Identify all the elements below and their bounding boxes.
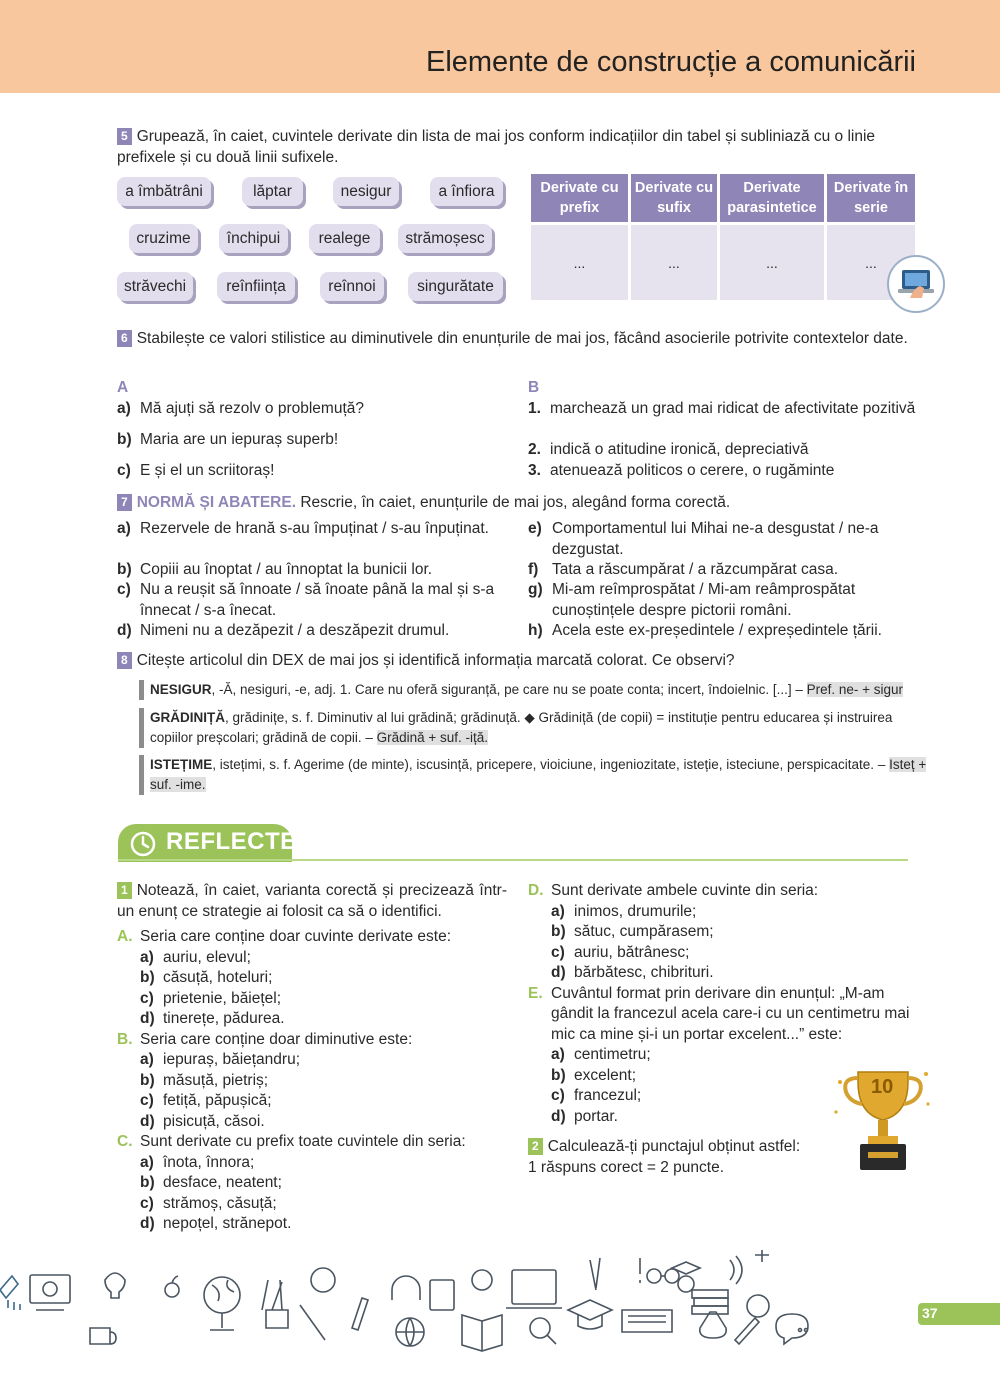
exercise-number: 6	[117, 330, 132, 347]
dex-entry: ISTEȚIME, istețimi, s. f. Agerime (de minte), iscusință, pricepere, vioiciune, ingeniozitate, isteție, isteciune, perspicacitate. – Isteț + suf. -ime.	[139, 755, 928, 795]
exercise-text: Stabilește ce valori stilistice au diminutivele din enunțurile de mai jos, făcând asocierile potrivite contextelor date.	[136, 330, 908, 347]
word-chip: a îmbătrâni	[117, 177, 211, 206]
exercise-7-instruction: 7 NORMĂ ȘI ABATERE. Rescrie, în caiet, enunțurile de mai jos, alegând forma corectă.	[117, 493, 917, 514]
table-header: Derivate parasintetice	[720, 174, 824, 225]
school-doodles	[0, 1250, 920, 1360]
list-item: b) Copiii au înoptat / au înnoptat la bunicii lor.	[117, 561, 433, 578]
exercise-6-instruction	[117, 329, 917, 350]
word-chip: închipui	[219, 224, 288, 253]
list-item: a) Mă ajuți să rezolv o problemuță?	[117, 400, 365, 417]
exercise-number: 7	[117, 494, 132, 511]
list-item: g) Mi-am reîmprospătat / Mi-am reâmprospătat cunoștințele despre pictorii români.	[528, 581, 856, 619]
question-2: 2 Calculează-ți punctajul obținut astfel: 1 răspuns corect = 2 puncte.	[528, 1138, 801, 1176]
question-section: D. Sunt derivate ambele cuvinte din seria: a) inimos, drumurile; b) sătuc, cumpărasem; c) auriu, bătrânesc; d) bărbătesc, chibrituri. E. Cuvântul format prin derivare din enunțul: „M-am gândit la francezul acela care-i cu un centimetru mai mic ca mine și-i un portar excelent...” este: a) centimetru; b) excelent; c) francezul; d) portar.	[528, 882, 910, 1125]
question-section: A. Seria care conține doar cuvinte derivate este: a) auriu, elevul; b) căsuță, hoteluri; c) prietenie, băiețel; d) tinerețe, pădurea. B. Seria care conține doar diminutive este: a) iepuraș, băiețandru; b) măsuță, pietriș; c) fetiță, păpușică; d) pisicuță, căsoi. C. Sunt derivate cu prefix toate cuvintele din seria: a) înota, înnora; b) desface, neatent; c) strămoș, căsuță; d) nepoțel, strănepot.	[117, 928, 466, 1232]
list-item: 2. indică o atitudine ironică, depreciativă	[528, 441, 809, 458]
highlighted-info: Isteț + suf. -ime.	[150, 757, 927, 792]
word-chip: reînnoi	[320, 272, 384, 301]
word-chip: singurătate	[408, 272, 503, 301]
word-chip: străvechi	[117, 272, 193, 301]
table-cell: ...	[631, 225, 717, 300]
trophy-number: 10	[871, 1076, 894, 1098]
dex-entry: GRĂDINIȚĂ, grădinițe, s. f. Diminutiv al lui grădină; grădinuță. ◆ Grădiniță (de copii) = instituție pentru educarea și instruirea copiilor preșcolari; grădină de copii. – Grădină + suf. -iță.	[139, 708, 928, 748]
exercise-text: Grupează, în caiet, cuvintele derivate din lista de mai jos conform indicațiilor din tabel și subliniază cu o linie prefixele și cu două linii sufixele.	[117, 128, 876, 166]
question-1: 1 Notează, în caiet, varianta corectă și precizează într-un enunț ce strategie ai folosit ca să o identifici.	[117, 882, 507, 920]
exercise-number: 5	[117, 128, 132, 145]
section-title: REFLECTEZ	[166, 828, 312, 855]
section-divider	[118, 859, 908, 861]
exercise-5-instruction	[117, 127, 917, 168]
list-item: c) Nu a reușit să înnoate / să înoate până la mal și s-a înnecat / s-a înecat.	[117, 581, 495, 619]
word-chip: a înfiora	[430, 177, 503, 206]
exercise-8-instruction: 8 Citește articolul din DEX de mai jos și identifică informația marcată colorat. Ce observi?	[117, 651, 917, 672]
table-header: Derivate în serie	[827, 174, 915, 225]
table-cell: ...	[720, 225, 824, 300]
highlighted-info: Pref. ne- + sigur	[806, 682, 904, 697]
page-number: 37	[922, 1305, 938, 1321]
word-chip: lăptar	[242, 177, 303, 206]
derivation-table	[528, 174, 918, 300]
list-item: 1. marchează un grad mai ridicat de afectivitate pozitivă	[528, 400, 916, 417]
highlighted-info: Grădină + suf. -iță.	[376, 730, 489, 745]
laptop-touch-icon	[886, 254, 946, 314]
page-title: Elemente de construcție a comunicării	[425, 46, 916, 78]
list-item: f) Tata a răscumpărat / a răzcumpărat casa.	[528, 561, 839, 578]
clock-icon	[128, 829, 158, 859]
list-item: h) Acela este ex-președintele / expreședintele țării.	[528, 622, 882, 639]
column-a-label: A	[117, 379, 129, 396]
word-chip: nesigur	[333, 177, 399, 206]
list-item: b) Maria are un iepuraș superb!	[117, 431, 339, 448]
word-chip: reînființa	[217, 272, 295, 301]
list-item: a) Rezervele de hrană s-au împuținat / s-au înpuținat.	[117, 520, 489, 537]
table-header: Derivate cu prefix	[531, 174, 628, 225]
word-chip: strămoșesc	[398, 224, 492, 253]
exercise-number: 8	[117, 652, 132, 669]
table-header: Derivate cu sufix	[631, 174, 717, 225]
list-item: d) Nimeni nu a dezăpezit / a deszăpezit drumul.	[117, 622, 450, 639]
word-chip: cruzime	[129, 224, 198, 253]
list-item: 3. atenuează politicos o cerere, o rugăminte	[528, 462, 835, 479]
list-item: c) E și el un scriitoraș!	[117, 462, 275, 479]
exercise-title: NORMĂ ȘI ABATERE.	[136, 494, 296, 511]
list-item: e) Comportamentul lui Mihai ne-a desgustat / ne-a dezgustat.	[528, 520, 879, 558]
column-b-label: B	[528, 379, 540, 396]
dex-entry: NESIGUR, -Ă, nesiguri, -e, adj. 1. Care nu oferă siguranță, pe care nu se poate conta; incert, îndoielnic. [...] – Pref. ne- + sigur	[139, 680, 928, 700]
table-cell: ...	[531, 225, 628, 300]
word-chip: realege	[309, 224, 380, 253]
table-cell: ...	[827, 225, 915, 300]
